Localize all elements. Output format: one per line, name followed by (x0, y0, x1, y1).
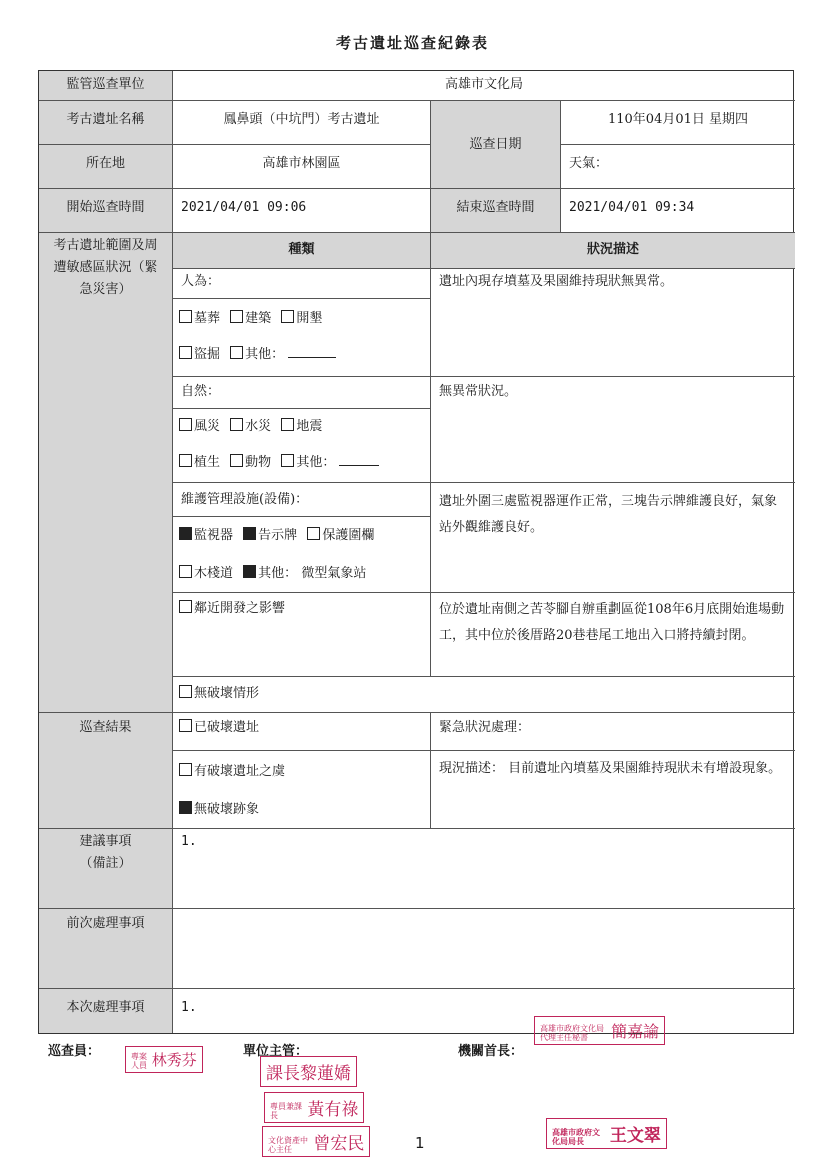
government-seal-1 (534, 1016, 665, 1045)
result-option-destroyed (173, 713, 431, 751)
checkbox[interactable] (230, 454, 243, 467)
checkbox[interactable] (230, 310, 243, 323)
checkbox[interactable] (307, 527, 320, 540)
option-label: 有破壞遺址之虞 (194, 764, 286, 779)
checkbox[interactable] (230, 346, 243, 359)
option-label: 保護圍欄 (322, 528, 375, 543)
seal-title: 高雄市政府文化局代理主任秘書 (540, 1023, 604, 1042)
checkbox-checked[interactable] (179, 527, 192, 540)
start-time-label: 開始巡查時間 (39, 189, 173, 233)
checkbox[interactable] (230, 418, 243, 431)
location-label: 所在地 (39, 145, 173, 189)
checkbox[interactable] (179, 418, 192, 431)
current-handling-label: 本次處理事項 (39, 989, 173, 1033)
end-time-label: 結束巡查時間 (431, 189, 561, 233)
chief-seal-2 (264, 1092, 364, 1123)
option-label: 告示牌 (258, 528, 298, 543)
no-damage-option (173, 677, 795, 713)
current-status (431, 751, 795, 829)
option-label: 鄰近開發之影響 (194, 601, 286, 616)
option-label: 墓葬 (194, 311, 221, 326)
checkbox[interactable] (179, 600, 192, 613)
seal-name: 曾宏民 (313, 1134, 365, 1154)
option-label: 其他： (245, 347, 285, 362)
location-value: 高雄市林園區 (173, 145, 431, 189)
development-description: 位於遺址南側之苦苓腳自辦重劃區從108年6月底開始進場動工，其中位於後厝路20巷巷尾工地出入口將持續封閉。 (431, 593, 795, 677)
head-label: 機關首長： (458, 1044, 524, 1059)
option-label: 水災 (245, 419, 272, 434)
suggestion-value: 1. (173, 829, 795, 909)
option-label: 其他： (296, 455, 336, 470)
supervisor-label: 單位主管： (243, 1044, 309, 1059)
human-options (173, 299, 431, 377)
suggestion-label: 建議事項（備註） (39, 829, 173, 909)
result-label: 巡查結果 (39, 713, 173, 829)
column-header-description: 狀況描述 (431, 233, 795, 269)
checkbox-checked[interactable] (243, 527, 256, 540)
start-time-value: 2021/04/01 09:06 (173, 189, 431, 233)
seal-name: 簡嘉諭 (611, 1022, 660, 1041)
inspection-form (38, 70, 794, 1034)
seal-name: 黎蓮嬌 (300, 1064, 351, 1084)
previous-label: 前次處理事項 (39, 909, 173, 989)
seal-name: 林秀芬 (151, 1051, 197, 1069)
option-label: 地震 (296, 419, 323, 434)
option-label: 已破壞遺址 (194, 720, 260, 735)
checkbox[interactable] (179, 454, 192, 467)
checkbox-checked[interactable] (179, 801, 192, 814)
checkbox[interactable] (179, 565, 192, 578)
checkbox[interactable] (281, 454, 294, 467)
previous-value (173, 909, 795, 989)
blank-line[interactable] (339, 453, 379, 466)
facilities-label: 維護管理設施(設備)： (173, 483, 431, 517)
inspection-date-label: 巡查日期 (431, 101, 561, 189)
option-label: 風災 (194, 419, 221, 434)
seal-title: 高雄市政府文化局局長 (552, 1126, 600, 1146)
option-label: 動物 (245, 455, 272, 470)
facilities-options (173, 517, 431, 593)
site-name-label: 考古遺址名稱 (39, 101, 173, 145)
seal-name: 王文翠 (609, 1126, 661, 1146)
government-seal-2 (546, 1118, 667, 1149)
option-label: 建築 (245, 311, 272, 326)
checkbox[interactable] (179, 346, 192, 359)
inspector-label: 巡查員： (48, 1044, 101, 1059)
seal-title: 專員兼課長 (270, 1101, 302, 1120)
column-header-type: 種類 (173, 233, 431, 269)
end-time-value: 2021/04/01 09:34 (561, 189, 795, 233)
option-label: 無破壞跡象 (194, 802, 260, 817)
facilities-description: 遺址外圍三處監視器運作正常，三塊告示牌維護良好，氣象站外觀維護良好。 (431, 483, 795, 593)
checkbox[interactable] (179, 685, 192, 698)
other-facility-value: 微型氣象站 (301, 566, 367, 581)
current-status-label: 現況描述： (439, 761, 505, 776)
seal-name: 黃有祿 (307, 1100, 359, 1120)
option-label: 木棧道 (194, 566, 234, 581)
status-section-label: 考古遺址範圍及周遭敏感區狀況（緊急災害） (39, 233, 173, 713)
result-options-lower (173, 751, 431, 829)
inspector-seal (125, 1046, 203, 1073)
option-label: 其他： (258, 566, 298, 581)
natural-options (173, 409, 431, 483)
checkbox[interactable] (179, 310, 192, 323)
page-number: 1 (415, 1134, 425, 1152)
agency-label: 監管巡查單位 (39, 71, 173, 101)
inspection-date-value: 110年04月01日 星期四 (561, 101, 795, 145)
director-seal (262, 1126, 370, 1157)
development-option (173, 593, 431, 677)
checkbox[interactable] (281, 418, 294, 431)
human-description: 遺址內現存墳墓及果園維持現狀無異常。 (431, 269, 795, 377)
checkbox[interactable] (281, 310, 294, 323)
option-label: 開墾 (296, 311, 323, 326)
agency-value: 高雄市文化局 (173, 71, 795, 101)
seal-title: 課長 (266, 1064, 300, 1084)
checkbox-checked[interactable] (243, 565, 256, 578)
site-name-value: 鳳鼻頭（中坑門）考古遺址 (173, 101, 431, 145)
option-label: 無破壞情形 (194, 686, 260, 701)
form-title: 考古遺址巡查紀錄表 (335, 34, 489, 52)
seal-title: 專案人員 (131, 1052, 147, 1070)
emergency-handling: 緊急狀況處理： (431, 713, 795, 751)
current-status-value: 目前遺址內墳墓及果園維持現狀未有增設現象。 (508, 761, 782, 776)
natural-label: 自然： (173, 377, 431, 409)
blank-line[interactable] (288, 345, 336, 358)
option-label: 監視器 (194, 528, 234, 543)
checkbox[interactable] (179, 719, 192, 732)
checkbox[interactable] (179, 763, 192, 776)
chief-seal-1 (260, 1056, 357, 1087)
option-label: 植生 (194, 455, 221, 470)
option-label: 盜掘 (194, 347, 221, 362)
current-handling-value: 1. (181, 1000, 197, 1015)
weather-label: 天氣： (561, 145, 795, 189)
human-label: 人為： (173, 269, 431, 299)
seal-title: 文化資產中心主任 (268, 1135, 308, 1154)
natural-description: 無異常狀況。 (431, 377, 795, 483)
